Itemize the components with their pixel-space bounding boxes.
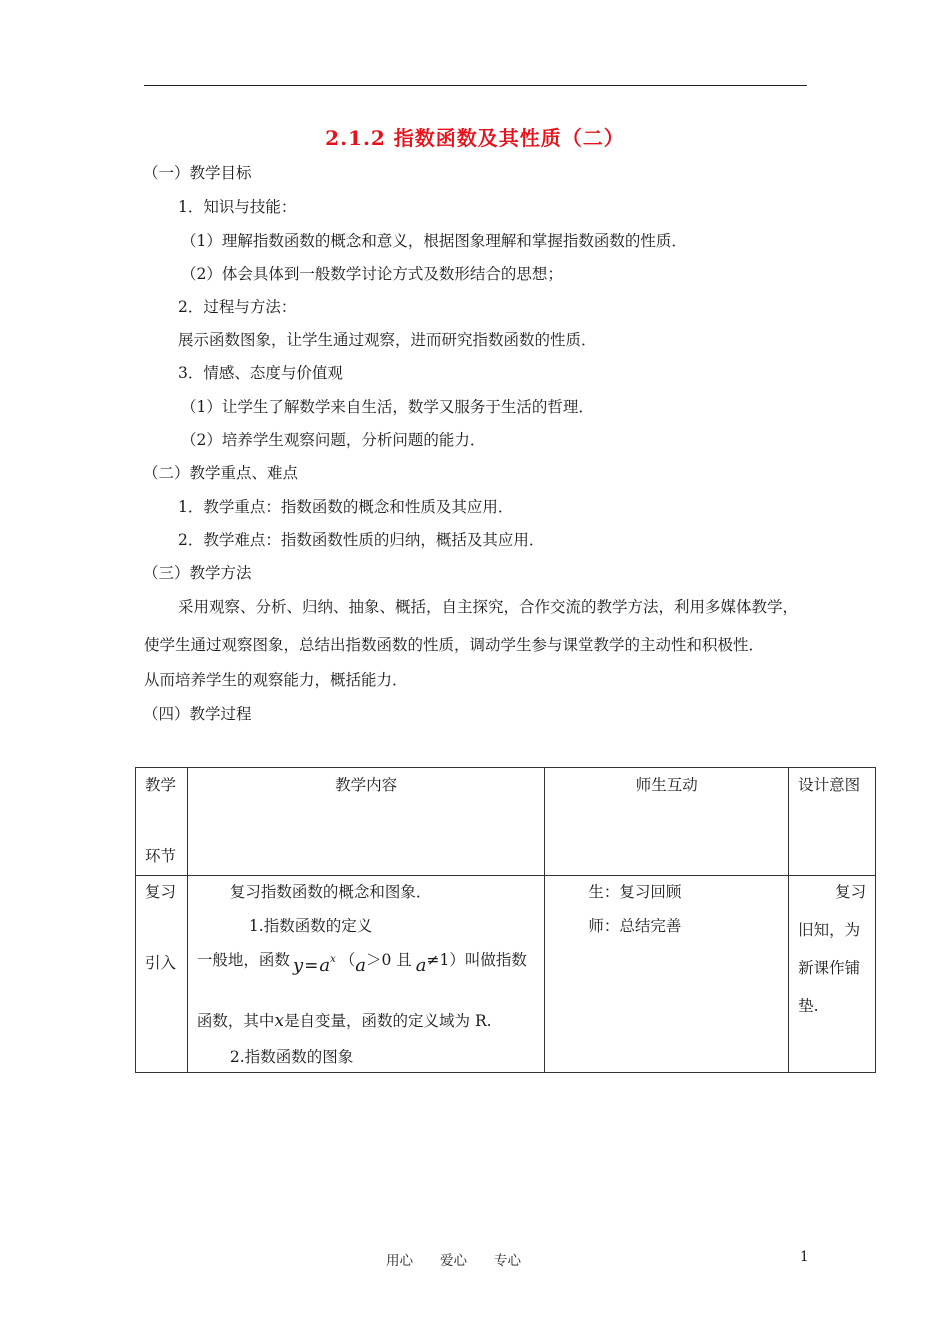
stage-top: 复习 (145, 883, 177, 901)
math-var-x: x (274, 1011, 285, 1031)
header-intent: 设计意图 (798, 776, 861, 794)
intent-line: 旧知，为 (798, 921, 861, 939)
teaching-process-table (135, 767, 876, 1073)
definition-text: （ (339, 951, 356, 969)
objective-item: 展示函数图象，让学生通过观察，进而研究指数函数的性质． (178, 331, 597, 349)
objective-item: （2）体会具体到一般数学讨论方式及数形结合的思想； (181, 265, 563, 283)
header-intent-cell (789, 768, 876, 876)
subheading-values: 3．情感、态度与价值观 (178, 364, 343, 382)
interaction-line: 师：总结完善 (588, 917, 682, 935)
definition-text: ≠1）叫做指数 (426, 951, 527, 969)
content-line: 1.指数函数的定义 (248, 917, 373, 935)
key-point-item: 1．教学重点：指数函数的概念和性质及其应用． (178, 498, 514, 516)
section-heading-objectives: （一）教学目标 (143, 164, 252, 182)
intent-line: 复习 (835, 883, 867, 901)
header-stage-cell (136, 768, 188, 876)
objective-item: （1）让学生了解数学来自生活，数学又服务于生活的哲理． (181, 398, 594, 416)
math-var-a: a (355, 955, 366, 976)
document-title: 2.1.2 指数函数及其性质（二） (325, 126, 625, 150)
header-stage-top: 教学 (145, 776, 177, 794)
header-stage-bottom: 环节 (145, 847, 177, 865)
subheading-knowledge-skills: 1．知识与技能： (178, 198, 297, 216)
math-var-a: a (415, 955, 427, 976)
page-number: 1 (800, 1249, 809, 1265)
intent-line: 新课作铺 (798, 959, 861, 977)
section-heading-process: （四）教学过程 (143, 705, 252, 723)
intent-cell (789, 876, 876, 1073)
stage-bottom: 引入 (145, 954, 177, 972)
header-rule (144, 85, 807, 86)
stage-cell (136, 876, 188, 1073)
exponential-definition-line (197, 948, 527, 978)
methods-paragraph-line: 采用观察、分析、归纳、抽象、概括，自主探究，合作交流的教学方法，利用多媒体教学， (178, 598, 799, 616)
difficulty-item: 2．教学难点：指数函数性质的归纳，概括及其应用． (178, 531, 545, 549)
math-equals: = (304, 956, 319, 976)
footer-motto: 用心 爱心 专心 (386, 1253, 521, 1269)
subheading-process-method: 2．过程与方法： (178, 298, 297, 316)
definition-text: 函数，其中 (196, 1012, 275, 1030)
section-heading-methods: （三）教学方法 (143, 564, 252, 582)
definition-text: ＞0 且 (365, 951, 412, 969)
objective-item: （2）培养学生观察问题，分析问题的能力． (181, 431, 486, 449)
header-content: 教学内容 (335, 776, 398, 794)
header-interaction-cell (545, 768, 789, 876)
section-heading-key-points: （二）教学重点、难点 (143, 464, 299, 482)
interaction-line: 生：复习回顾 (588, 883, 682, 901)
interaction-cell (545, 876, 789, 1073)
definition-text: 一般地，函数 (196, 951, 290, 969)
content-line: 复习指数函数的概念和图象． (229, 883, 432, 901)
header-content-cell (187, 768, 545, 876)
objective-item: （1）理解指数函数的概念和意义，根据图象理解和掌握指数函数的性质． (181, 232, 687, 250)
math-exponent-x: x (330, 954, 336, 965)
definition-text: 是自变量，函数的定义域为 R. (284, 1012, 492, 1030)
content-line: 2.指数函数的图象 (229, 1048, 354, 1066)
header-interaction: 师生互动 (635, 776, 698, 794)
math-var-a: a (319, 955, 331, 976)
methods-paragraph-line: 从而培养学生的观察能力，概括能力． (144, 671, 408, 689)
intent-line: 垫. (798, 997, 819, 1015)
math-var-y: y (292, 955, 304, 976)
table-row (136, 876, 876, 1073)
domain-line (197, 1009, 492, 1031)
methods-paragraph-line: 使学生通过观察图象，总结出指数函数的性质，调动学生参与课堂教学的主动性和积极性． (144, 636, 765, 654)
table-header-row (136, 768, 876, 876)
content-cell (187, 876, 545, 1073)
